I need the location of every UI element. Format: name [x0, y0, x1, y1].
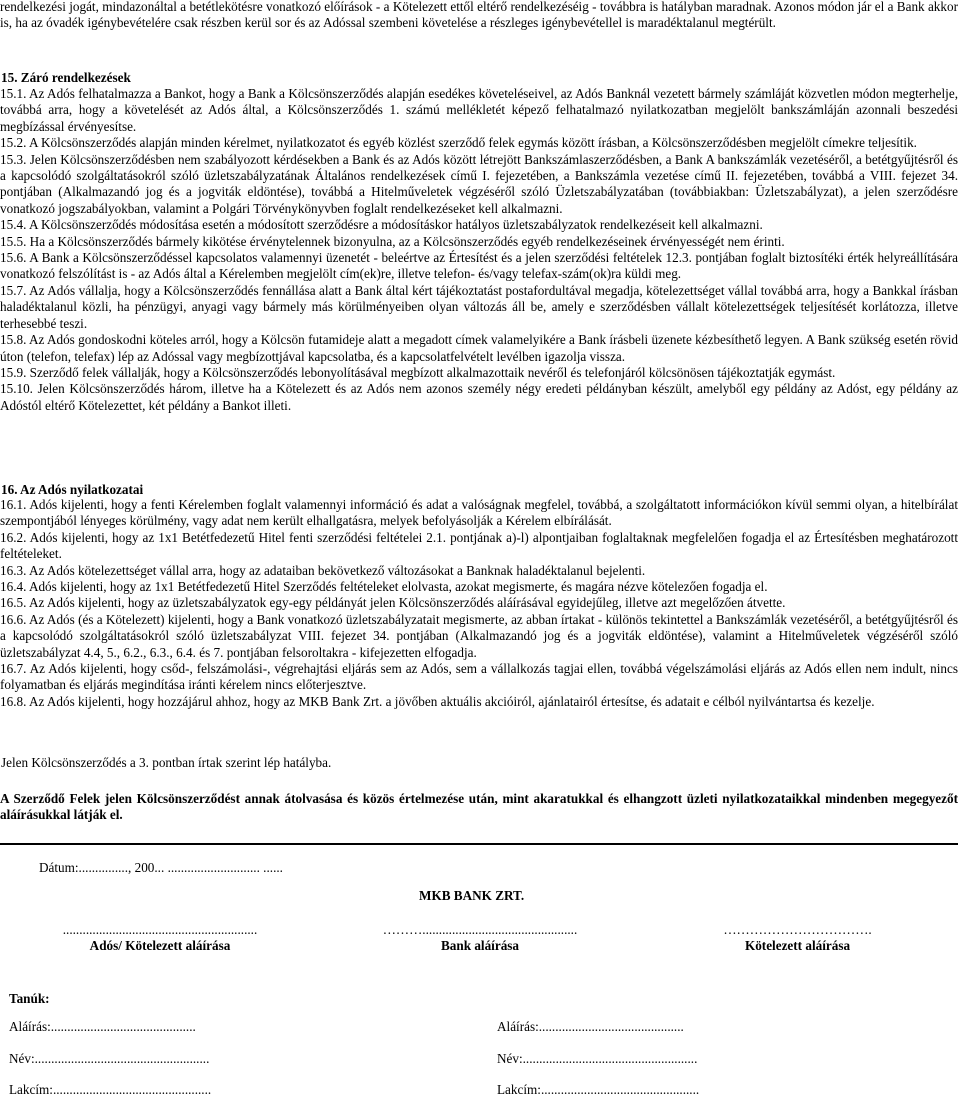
signature-label: Kötelezett aláírása	[744, 938, 851, 953]
paragraph-16-4: 16.4. Adós kijelenti, hogy az 1x1 Betétfedezetű Hitel Szerződés feltételeket elolvasta, azokat megismerte, és magára nézve kötelezően fogadja el.	[0, 579, 768, 595]
paragraph-16-5: 16.5. Az Adós kijelenti, hogy az üzletszabályzatok egy-egy példányát jelen Kölcsönszerződés aláírásával egyidejűleg, illetve azt megelőzően átvette.	[0, 595, 786, 611]
witnesses-title: Tanúk:	[9, 991, 50, 1006]
signature-line: ...........................................................	[62, 922, 258, 937]
section-16-title: 16. Az Adós nyilatkozatai	[1, 482, 144, 497]
paragraph-16-6: 16.6. Az Adós (és a Kötelezett) kijelenti, hogy a Bank vonatkozó üzletszabályzatait megismerte, az abban írtakat - különös tekintettel a Bankszámlák vezetéséről, a betétgyűjtésről és a kapcsolódó szolgáltatásokról szóló üzletszabályzat VIII. fejezet 34. pontjában (Alkalmazandó jog és a jogviták eldöntése), valamint a Hitelműveletek végzéséről szóló üzletszabályzat 4.4, 5., 6.2., 6.3., 6.4. és 7. pontjában felsoroltakra - kifejezetten elfogadja.	[0, 611, 958, 660]
paragraph-16-2: 16.2. Adós kijelenti, hogy az 1x1 Betétfedezetű Hitel fenti szerződési feltételei 2.1. pontjának a)-l) alpontjaiban foglaltaknak megfelelően fogadja el az Értesítésben meghatározott feltételeket.	[0, 529, 958, 562]
witness-1-name: Név:.....................................................	[9, 1051, 210, 1066]
closing-statement	[0, 791, 958, 824]
paragraph-15-9: 15.9. Szerződő felek vállalják, hogy a Kölcsönszerződés lebonyolításával megbízott alkalmazottaik nevéről és telefonjáról kölcsönösen tájékoztatják egymást.	[0, 364, 836, 380]
paragraph-15-1: 15.1. Az Adós felhatalmazza a Bankot, hogy a Bank a Kölcsönszerződés alapján esedékes követeléseivel, az Adós Banknál vezetett bármely számláját közvetlen módon megterhelje, továbbá arra, hogy a követelését az Adós által, a Kölcsönszerződés 1. számú mellékletét képező felhatalmazó nyilatkozatban megjelölt bankszámláján azonnali beszedési megbízással érvényesítse.	[0, 86, 958, 134]
section-15-title: 15. Záró rendelkezések	[1, 70, 131, 85]
bank-name: MKB BANK ZRT.	[419, 888, 525, 903]
signature-line: ………...............................................	[382, 922, 578, 937]
paragraph-16-1: 16.1. Adós kijelenti, hogy a fenti Kérelemben foglalt valamennyi információ és adat a valóságnak megfelel, továbbá, a szolgáltatott információkon kívül semmi olyan, a hitelbírálat szempontjából lényeges körülmény, vagy adat nem került elhallgatásra, melyek befolyásolják a Kérelem elbírálását.	[0, 497, 958, 529]
section-16-body	[0, 497, 958, 710]
signature-line: …………………………….	[723, 922, 872, 937]
paragraph-15-10: 15.10. Jelen Kölcsönszerződés három, illetve ha a Kötelezett és az Adós nem azonos személy négy eredeti példányban készült, amelyből egy példány az Adóst, egy példány az Adóstól eltérő Kötelezettet, két példány a Bankot illeti.	[0, 381, 958, 413]
witness-1-address: Lakcím:................................................	[9, 1082, 212, 1097]
signature-label: Adós/ Kötelezett aláírása	[89, 938, 231, 953]
signature-label: Bank aláírása	[440, 938, 520, 953]
paragraph-16-8: 16.8. Az Adós kijelenti, hogy hozzájárul ahhoz, hogy az MKB Bank Zrt. a jövőben aktuális akcióiról, ajánlatairól értesítse, és adatait e célból nyilvántartsa és kezelje.	[0, 693, 875, 709]
signature-block-bank	[365, 922, 595, 954]
signature-block-guarantor	[675, 922, 920, 954]
section-15-body	[0, 86, 958, 414]
witness-1-signature: Aláírás:............................................	[9, 1019, 196, 1034]
paragraph-15-2: 15.2. A Kölcsönszerződés alapján minden kérelmet, nyilatkozatot és egyéb közlést szerződő felek egymás között írásban, a Kölcsönszerződésben megjelölt címekre teljesítik.	[0, 135, 917, 151]
witness-2-name: Név:.....................................................	[497, 1051, 698, 1066]
paragraph-15-7: 15.7. Az Adós vállalja, hogy a Kölcsönszerződés fennállása alatt a Bank által kért tájékoztatást postafordultával megadja, kötelezettséget vállal továbbá arra, hogy a Bankkal írásban haladéktalanul közli, ha pénzügyi, anyagi vagy bármely más körülményeiben olyan változás áll be, amely e szerződésben vállalt kötelezettségek teljesítését korlátozza, illetve terhesebbé teszi.	[0, 282, 958, 331]
paragraph-15-8: 15.8. Az Adós gondoskodni köteles arról, hogy a Kölcsön futamideje alatt a megadott címek valamelyikére a Bank írásbeli üzenete kézbesíthető legyen. A Bank szükség esetén rövid úton (telefon, telefax) lép az Adóssal vagy megbízottjával kapcsolatba, és a kapcsolatfelvételt levélben igazolja vissza.	[0, 332, 958, 364]
closing-statement-text: A Szerződő Felek jelen Kölcsönszerződést annak átolvasása és közös értelmezése után, mint akaratukkal és elhangzott üzleti nyilatkozataikkal mindenben megegyezőt aláírásukkal látják el.	[0, 791, 958, 823]
paragraph-16-3: 16.3. Az Adós kötelezettséget vállal arra, hogy az adataiban bekövetkező változásokat a Banknak haladéktalanul bejelenti.	[0, 562, 646, 578]
paragraph-16-7: 16.7. Az Adós kijelenti, hogy csőd-, felszámolási-, végrehajtási eljárás sem az Adós, sem a vállalkozás tagjai ellen, továbbá végelszámolási eljárás az Adós ellen nem indult, nincs folyamatban és eljárás megindítása iránti kérelem nincs előterjesztve.	[0, 661, 958, 693]
paragraph-15-3: 15.3. Jelen Kölcsönszerződésben nem szabályozott kérdésekben a Bank és az Adós között létrejött Bankszámlaszerződésben, a Bank A bankszámlák vezetéséről, a betétgyűjtésről és a kapcsolódó szolgáltatásokról szóló üzletszabályzatának Általános rendelkezések című I. fejezetében, a Bankszámla vezetése című II. fejezetében, továbbá a VIII. fejezet 34. pontjában (Alkalmazandó jog és a jogviták eldöntése), továbbá a Hitelműveletek végzéséről szóló Üzletszabályzatában (továbbiakban: Üzletszabályzat), a jelen szerződésre vonatkozó jogszabályokban, valamint a Polgári Törvénykönyvben foglalt rendelkezéseket kell alkalmazni.	[0, 151, 958, 216]
date-line: Dátum:..............., 200... ............................ ......	[39, 860, 283, 875]
separator-line	[0, 843, 958, 845]
paragraph-15-4: 15.4. A Kölcsönszerződés módosítása esetén a módosított szerződésre a módosításkor hatályos üzletszabályzatok rendelkezéseit kell alkalmazni.	[0, 217, 763, 233]
witness-2-address: Lakcím:................................................	[497, 1082, 700, 1097]
intro-paragraph	[0, 0, 958, 32]
paragraph-15-5: 15.5. Ha a Kölcsönszerződés bármely kikötése érvénytelennek bizonyulna, az a Kölcsönszerződés egyéb rendelkezéseinek érvényességét nem érinti.	[0, 233, 785, 249]
witness-2-signature: Aláírás:............................................	[497, 1019, 684, 1034]
paragraph-15-6: 15.6. A Bank a Kölcsönszerződéssel kapcsolatos valamennyi üzenetét - beleértve az Értesítést és a jelen szerződési feltételek 12.3. pontjában foglalt biztosítéki érték helyreállítására vonatkozó felszólítást is - az Adós által a Kérelemben megjelölt cím(ek)re, illetve telefon- és/vagy telefax-szám(ok)ra küldi meg.	[0, 250, 958, 282]
signature-block-debtor	[40, 922, 280, 954]
intro-text: rendelkezési jogát, mindazonáltal a betétlekötésre vonatkozó előírások - a Kötelezett ettől eltérő rendelkezéséig - továbbra is hatályban maradnak. Azonos módon jár el a Bank akkor is, ha az óvadék igénybevételére csak részben kerül sor és az Adóssal szembeni követelése a részleges igénybevétellel is maradéktalanul megtérült.	[0, 0, 958, 31]
effective-date-text: Jelen Kölcsönszerződés a 3. pontban írtak szerint lép hatályba.	[1, 755, 332, 770]
